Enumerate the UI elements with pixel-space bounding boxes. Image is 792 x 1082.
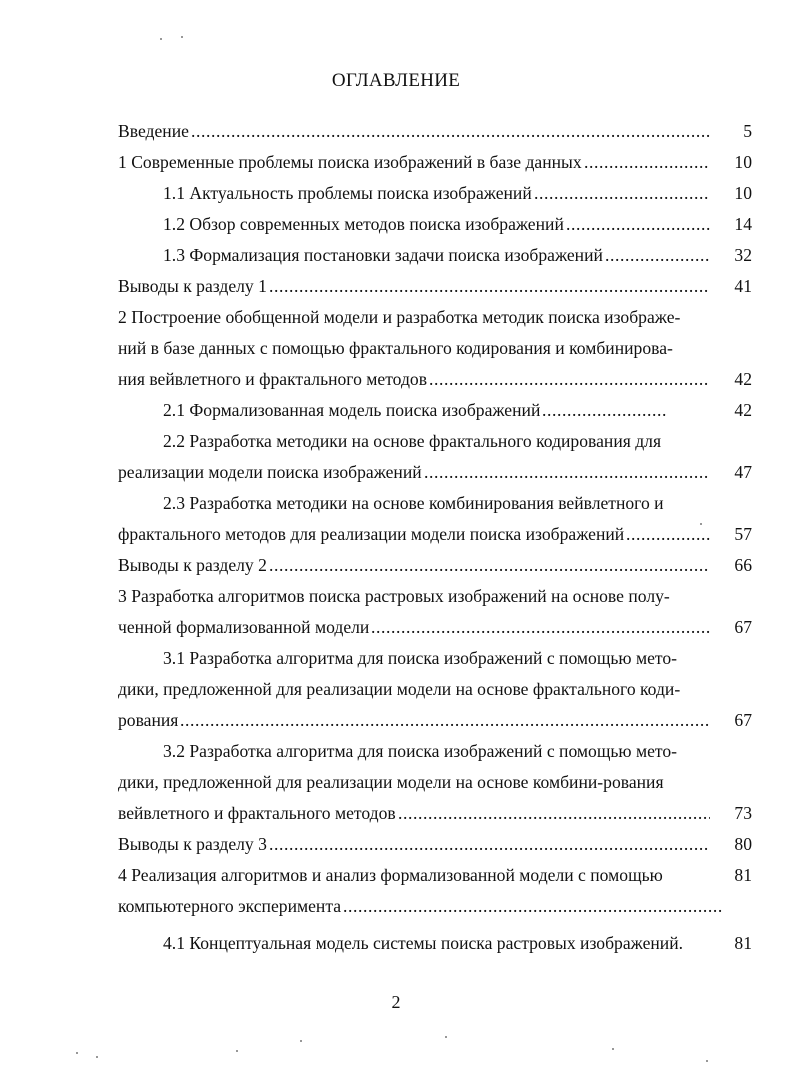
toc-entry-page: 42 [734,400,752,420]
toc-entry [0,365,792,393]
toc-entry [0,861,792,889]
toc-entry [0,179,792,207]
toc-entry [0,458,792,486]
toc-entry-title: 2 Построение обобщенной модели и разработка методик поиска изображе- [118,307,681,327]
leader-dots [566,210,710,238]
toc-entry [0,830,792,858]
toc-entry-title: 3.2 Разработка алгоритма для поиска изображений с помощью мето- [163,741,677,761]
scan-speck [181,36,183,38]
leader-dots [584,148,710,176]
toc-entry-page: 10 [734,152,752,172]
toc-entry-page: 67 [734,617,752,637]
page-title: ОГЛАВЛЕНИЕ [331,70,461,91]
toc-entry [0,551,792,579]
toc-entry-title: 4.1 Концептуальная модель системы поиска растровых изображений. [163,933,684,953]
toc-entry-title: Выводы к разделу 2 [118,555,267,575]
scan-speck [706,1060,708,1062]
toc-entry-title: 1.2 Обзор современных методов поиска изображений [163,214,564,234]
toc-entry-title: рования [118,710,179,730]
toc-entry [0,396,792,424]
scan-speck [96,1056,98,1058]
toc-entry-title: ний в базе данных с помощью фрактального кодирования и комбинирова- [118,338,673,358]
leader-dots [542,396,668,424]
toc-entry [0,148,792,176]
leader-dots [534,179,710,207]
toc-entry [0,675,792,703]
toc-entry [0,706,792,734]
toc-entry-title: 2.3 Разработка методики на основе комбинирования вейвлетного и [163,493,664,513]
page-number: 2 [391,992,401,1012]
toc-entry-page: 81 [734,865,752,885]
toc-entry-page: 66 [734,555,752,575]
toc-entry-title: 4 Реализация алгоритмов и анализ формализованной модели с помощью [118,865,663,885]
leader-dots [343,892,722,920]
toc-entry-title: 3.1 Разработка алгоритма для поиска изображений с помощью мето- [163,648,677,668]
toc-entry-title: ния вейвлетного и фрактального методов [118,369,428,389]
leader-dots [269,551,710,579]
toc-entry-page: 41 [734,276,752,296]
leader-dots [424,458,710,486]
toc-entry-page: 10 [734,183,752,203]
toc-entry [0,768,792,796]
leader-dots [626,520,710,548]
toc-entry-page: 80 [734,834,752,854]
toc-entry-title: реализации модели поиска изображений [118,462,422,482]
toc-entry-page: 14 [734,214,752,234]
scan-speck [700,523,702,525]
toc-entry-page: 57 [734,524,752,544]
scan-speck [445,1036,447,1038]
toc-entry [0,427,792,455]
scan-speck [612,1048,614,1050]
scan-speck [236,1050,238,1052]
toc-entry [0,489,792,517]
toc-entry-title: 1 Современные проблемы поиска изображений в базе данных [118,152,582,172]
toc-entry [0,613,792,641]
toc-entry [0,520,792,548]
leader-dots [180,706,710,734]
toc-entry [0,799,792,827]
leader-dots [429,365,710,393]
toc-entry-page: 47 [734,462,752,482]
leader-dots [398,799,710,827]
toc-entry-title: Выводы к разделу 1 [118,276,267,296]
scan-speck [160,38,162,40]
toc-entry [0,582,792,610]
leader-dots [191,117,710,145]
toc-entry [0,892,792,920]
leader-dots [371,613,710,641]
leader-dots [269,272,710,300]
toc-entry-page: 32 [734,245,752,265]
toc-entry-title: фрактального методов для реализации модели поиска изображений [118,524,625,544]
toc-entry-title: компьютерного эксперимента [118,896,342,916]
toc-entry [0,210,792,238]
toc-entry-title: ченной формализованной модели [118,617,370,637]
toc-entry [0,117,792,145]
toc-entry-title: вейвлетного и фрактального методов [118,803,396,823]
toc-entry-title: 2.1 Формализованная модель поиска изображений [163,400,541,420]
toc-entry [0,644,792,672]
toc-entry-page: 73 [734,803,752,823]
leader-dots [605,241,710,269]
toc-entry [0,737,792,765]
toc-entry [0,241,792,269]
toc-entry-page: 67 [734,710,752,730]
toc-entry-page: 42 [734,369,752,389]
scan-speck [300,1040,302,1042]
leader-dots [269,830,710,858]
toc-entry [0,272,792,300]
toc-entry-page: 5 [743,121,752,141]
toc-entry-title: Выводы к разделу 3 [118,834,267,854]
toc-entry-title: 2.2 Разработка методики на основе фрактального кодирования для [163,431,662,451]
toc-entry-title: Введение [118,121,189,141]
toc-entry-title: 1.1 Актуальность проблемы поиска изображений [163,183,532,203]
toc-entry [0,334,792,362]
toc-entry [0,929,792,957]
toc-entry-title: 3 Разработка алгоритмов поиска растровых изображений на основе полу- [118,586,670,606]
scan-speck [76,1052,78,1054]
toc-entry-title: дики, предложенной для реализации модели на основе фрактального коди- [118,679,681,699]
toc-entry-title: 1.3 Формализация постановки задачи поиска изображений [163,245,603,265]
toc-entry [0,303,792,331]
toc-entry-page: 81 [734,933,752,953]
toc-entry-title: дики, предложенной для реализации модели на основе комбини-рования [118,772,664,792]
